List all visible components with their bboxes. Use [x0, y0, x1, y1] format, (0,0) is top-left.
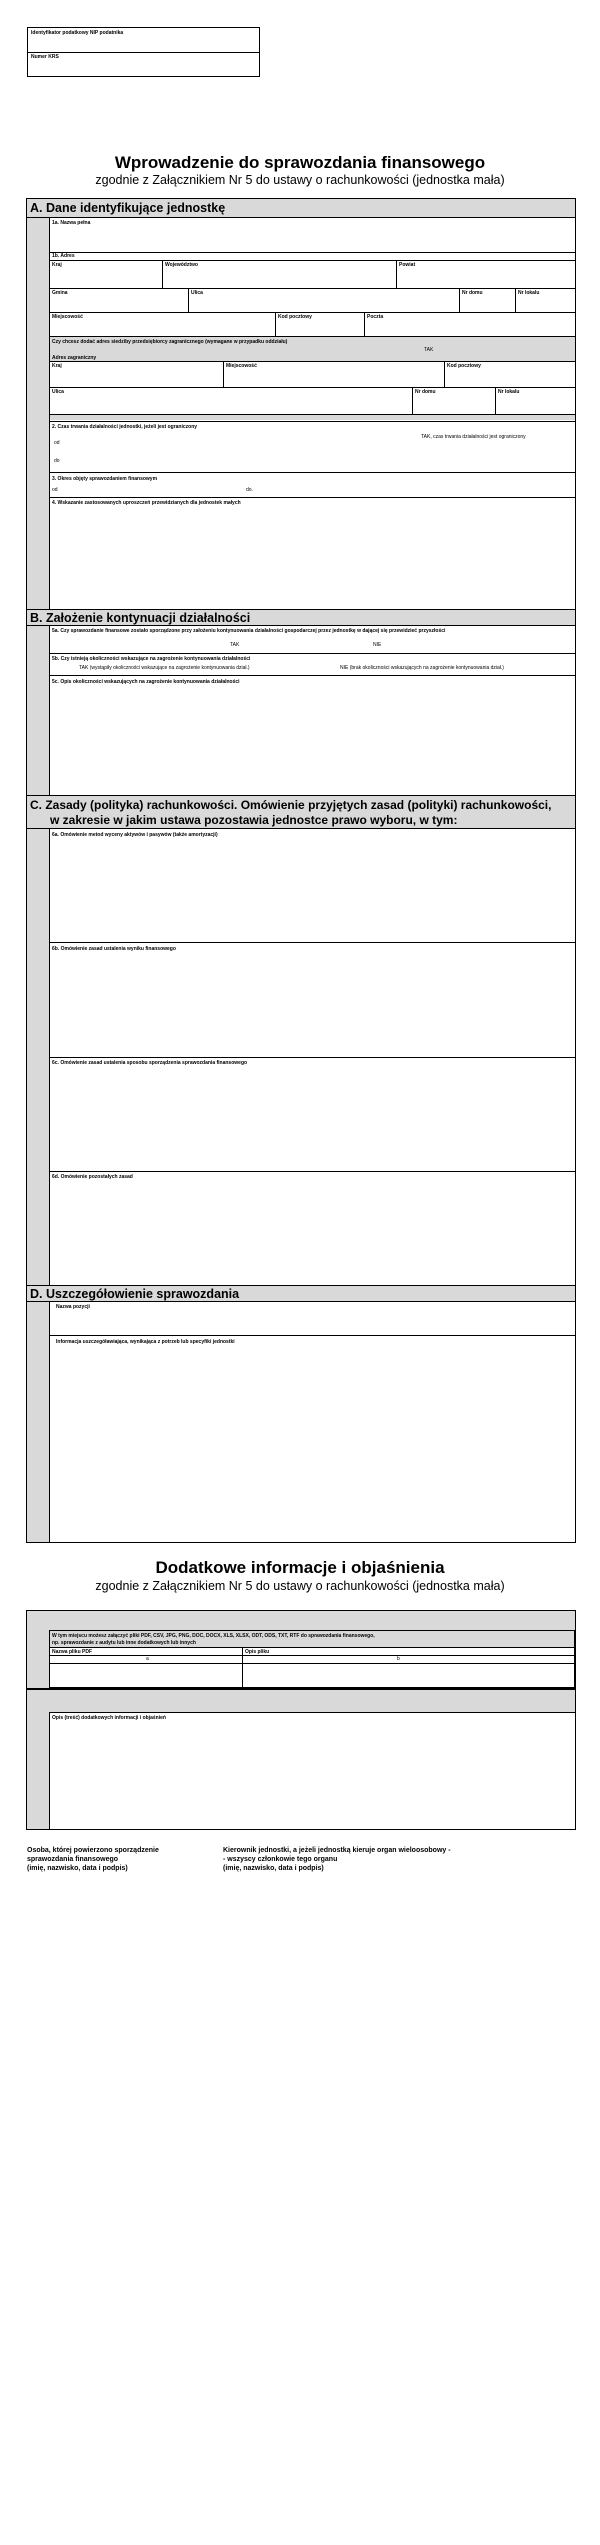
opis-left-strip — [27, 1690, 49, 1829]
krs-input[interactable] — [28, 61, 259, 76]
row-line — [49, 421, 575, 422]
nr-lokalu-label: Nr lokalu — [518, 290, 540, 296]
spacer-gray — [50, 415, 575, 420]
row-line — [49, 472, 575, 473]
field-6c-label: 6c. Omówienie zasad ustalenia sposobu sporządzenia sprawozdania finansowego — [52, 1060, 248, 1066]
col-b-label: b — [397, 1656, 400, 1662]
section-b-heading: B. Założenie kontynuacji działalności — [30, 611, 251, 625]
additional-info-title: Dodatkowe informacje i objaśnienia — [155, 1558, 445, 1577]
attachments-info-line2: np. sprawozdanie z audytu lub inne dodatkowych lub innych — [52, 1640, 196, 1646]
section-c-header-line — [27, 828, 575, 829]
field-5c-label: 5c. Opis okoliczności wskazujących na zagrożenie kontynuowania działalności — [52, 679, 240, 685]
section-b-header-line — [27, 625, 575, 626]
row-line — [49, 653, 575, 654]
gmina-label: Gmina — [52, 290, 68, 296]
nr-lokalu-input[interactable] — [516, 297, 575, 311]
divider-1a — [49, 252, 575, 253]
field-5b-label: 5b. Czy istnieją okoliczności wskazujące na zagrożenie kontynuowania działalności — [52, 656, 251, 662]
sig-right-line3: (imię, nazwisko, data i podpis) — [223, 1865, 324, 1872]
ulica-label: Ulica — [191, 290, 203, 296]
foreign-kraj-label: Kraj — [52, 363, 62, 369]
ulica-input[interactable] — [189, 297, 458, 311]
foreign-kraj-input[interactable] — [50, 370, 222, 386]
foreign-ulica-input[interactable] — [50, 396, 411, 413]
foreign-tak-option[interactable]: TAK — [424, 347, 434, 353]
field-2-od-input[interactable] — [64, 437, 184, 447]
divider-1b — [49, 260, 575, 261]
top-id-divider — [27, 52, 260, 53]
wojewodztwo-label: Województwo — [165, 262, 198, 268]
field-1a-input[interactable] — [50, 227, 575, 251]
row-line — [49, 361, 575, 362]
field-5b-nie-option[interactable]: NIE (brak okoliczności wskazujących na zagrożenie kontynuowania dział.) — [340, 665, 504, 671]
kod-pocztowy-input[interactable] — [276, 321, 363, 335]
krs-label: Numer KRS — [31, 54, 59, 60]
row-line — [49, 1057, 575, 1058]
left-margin-strip — [27, 199, 49, 1542]
field-6a-label: 6a. Omówienie metod wyceny aktywów i pasywów (także amortyzacji) — [52, 832, 218, 838]
field-6d-textarea[interactable] — [50, 1181, 575, 1283]
row-line — [49, 288, 575, 289]
informacja-textarea[interactable] — [50, 1346, 575, 1541]
field-6b-textarea[interactable] — [50, 953, 575, 1055]
field-3-label: 3. Okres objęty sprawozdaniem finansowym — [52, 476, 158, 482]
powiat-input[interactable] — [397, 269, 575, 287]
row-line — [49, 312, 575, 313]
field-2-do-label: do — [54, 458, 60, 464]
row-line — [49, 1647, 575, 1648]
opis-top-strip — [49, 1690, 575, 1712]
foreign-nr-domu-label: Nr domu — [415, 389, 436, 395]
row-line — [49, 1335, 575, 1336]
field-2-label: 2. Czas trwania działalności jednostki, jeżeli jest ograniczony — [52, 424, 198, 430]
gmina-input[interactable] — [50, 297, 187, 311]
section-d-heading: D. Uszczegółowienie sprawozdania — [30, 1287, 240, 1301]
poczta-input[interactable] — [365, 321, 575, 335]
opis-label: Opis (treść) dodatkowych informacji i objaśnień — [52, 1715, 166, 1721]
page-subtitle: zgodnie z Załącznikiem Nr 5 do ustawy o rachunkowości (jednostka mała) — [95, 173, 505, 187]
section-a-header-line — [27, 217, 575, 218]
field-3-do-input[interactable] — [258, 484, 438, 494]
attachment-file-input[interactable] — [50, 1664, 241, 1687]
section-c-heading-line1: C. Zasady (polityka) rachunkowości. Omówienie przyjętych zasad (polityki) rachunkowości, — [30, 798, 552, 812]
opis-textarea[interactable] — [50, 1722, 575, 1829]
row-line — [49, 387, 575, 388]
row-line — [49, 675, 575, 676]
field-2-do-input[interactable] — [64, 455, 184, 465]
sig-right-line1: Kierownik jednostki, a jeżeli jednostką kieruje organ wieloosobowy - — [223, 1847, 451, 1854]
nip-input[interactable] — [28, 37, 259, 52]
field-1b-label: 1b. Adres — [52, 253, 75, 259]
foreign-question-label: Czy chcesz dodać adres siedziby przedsiębiorcy zagranicznego (wymagane w przypadku oddziału) — [52, 339, 288, 345]
col-a-label: a — [146, 1656, 149, 1662]
nr-domu-input[interactable] — [460, 297, 514, 311]
field-5a-nie-option[interactable]: NIE — [373, 642, 382, 648]
field-3-do-label: do. — [246, 487, 253, 493]
foreign-miejscowosc-label: Miejscowość — [226, 363, 257, 369]
nazwa-pozycji-label: Nazwa pozycji — [56, 1304, 90, 1310]
foreign-ulica-label: Ulica — [52, 389, 64, 395]
field-6b-label: 6b. Omówienie zasad ustalenia wyniku finansowego — [52, 946, 176, 952]
nr-domu-label: Nr domu — [462, 290, 483, 296]
field-6a-textarea[interactable] — [50, 839, 575, 941]
foreign-nr-lokalu-label: Nr lokalu — [498, 389, 520, 395]
section-a-heading: A. Dane identyfikujące jednostkę — [30, 201, 226, 215]
field-4-label: 4. Wskazanie zastosowanych uproszczeń przewidzianych dla jednostek małych — [52, 500, 241, 506]
field-3-od-input[interactable] — [62, 484, 242, 494]
attachment-desc-input[interactable] — [243, 1664, 574, 1687]
foreign-nr-lokalu-input[interactable] — [496, 396, 575, 413]
row-line — [49, 1171, 575, 1172]
field-2-tak-option[interactable]: TAK, czas trwania działalności jest ograniczony — [421, 434, 526, 440]
informacja-label: Informacja uszczegóławiająca, wynikająca z potrzeb lub specyfiki jednostki — [56, 1339, 235, 1345]
nip-label: Identyfikator podatkowy NIP podatnika — [31, 30, 124, 36]
page-title: Wprowadzenie do sprawozdania finansowego — [114, 153, 486, 172]
poczta-label: Poczta — [367, 314, 384, 320]
field-5a-label: 5a. Czy sprawozdanie finansowe zostało sporządzone przy założeniu kontynuowania działalności gospodarczej przez jednostkę w dającej się przewidzieć przyszłości — [52, 628, 446, 634]
foreign-miejscowosc-input[interactable] — [224, 370, 443, 386]
field-5b-tak-option[interactable]: TAK (wystąpiły okoliczności wskazujące na zagrożenie kontynuowania dział.) — [79, 665, 250, 671]
miejscowosc-label: Miejscowość — [52, 314, 83, 320]
section-d-header-line — [27, 1301, 575, 1302]
row-line — [49, 1655, 575, 1656]
field-4-textarea[interactable] — [50, 507, 575, 607]
sig-left-line2: sprawozdania finansowego — [27, 1856, 119, 1863]
sig-right-line2: - wszyscy członkowie tego organu — [223, 1856, 338, 1863]
field-5a-tak-option[interactable]: TAK — [230, 642, 240, 648]
wojewodztwo-input[interactable] — [163, 269, 395, 287]
adres-zagraniczny-label: Adres zagraniczny — [52, 355, 97, 361]
foreign-kod-input[interactable] — [445, 370, 575, 386]
sig-left-line3: (imię, nazwisko, data i podpis) — [27, 1865, 128, 1872]
kraj-label: Kraj — [52, 262, 62, 268]
section-c-heading-line2: w zakresie w jakim ustawa pozostawia jednostce prawo wyboru, w tym: — [50, 813, 458, 827]
sig-left-line1: Osoba, której powierzono sporządzenie — [27, 1847, 159, 1854]
additional-info-subtitle: zgodnie z Załącznikiem Nr 5 do ustawy o rachunkowości (jednostka mała) — [95, 1579, 505, 1593]
row-line — [49, 942, 575, 943]
field-3-od-label: od — [52, 487, 58, 493]
kod-pocztowy-label: Kod pocztowy — [278, 314, 312, 320]
miejscowosc-input[interactable] — [50, 321, 274, 335]
field-2-od-label: od — [54, 440, 60, 446]
foreign-kod-label: Kod pocztowy — [447, 363, 481, 369]
field-6c-textarea[interactable] — [50, 1067, 575, 1169]
nazwa-pozycji-input[interactable] — [50, 1311, 575, 1334]
attachments-info-line1: W tym miejscu możesz załączyć pliki PDF, CSV, JPG, PNG, DOC, DOCX, XLS, XLSX, ODT, ODS, TXT, RTF do sprawozdania finansowego, — [52, 1633, 375, 1639]
kraj-input[interactable] — [50, 269, 161, 287]
col-desc-label: Opis pliku — [245, 1649, 270, 1655]
field-1a-label: 1a. Nazwa pełna — [52, 220, 91, 226]
row-line — [49, 497, 575, 498]
col-file-label: Nazwa pliku PDF — [52, 1649, 93, 1655]
powiat-label: Powiat — [399, 262, 416, 268]
foreign-nr-domu-input[interactable] — [413, 396, 494, 413]
field-5c-textarea[interactable] — [50, 686, 575, 791]
field-6d-label: 6d. Omówienie pozostałych zasad — [52, 1174, 133, 1180]
